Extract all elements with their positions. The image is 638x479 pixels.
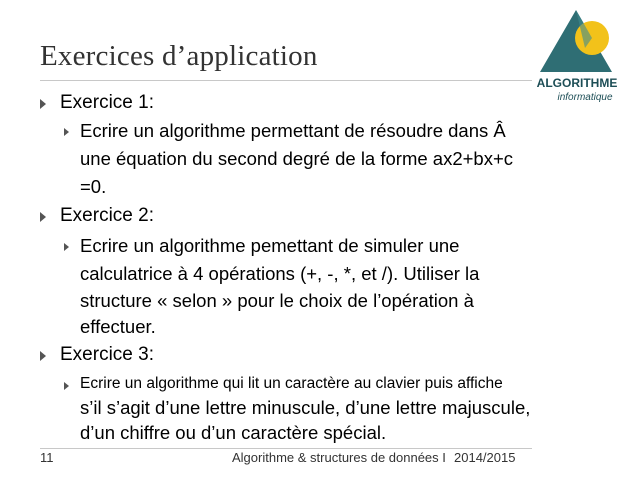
- bullet-arrow-icon: [40, 99, 46, 109]
- exercise-2-heading: Exercice 2:: [60, 205, 154, 226]
- slide-title: Exercices d’application: [40, 40, 318, 72]
- footer-page-number: 11: [40, 450, 54, 465]
- title-divider: [40, 80, 532, 81]
- bullet-arrow-icon: [40, 351, 46, 361]
- algorithme-logo: [530, 8, 624, 103]
- exercise-1-line-3: =0.: [80, 176, 107, 197]
- exercise-2-line-1: Ecrire un algorithme pemettant de simuler une: [80, 235, 460, 256]
- bullet-arrow-icon: [40, 212, 46, 222]
- exercise-3-heading: Exercice 3:: [60, 344, 154, 365]
- exercise-2-line-4: effectuer.: [80, 316, 156, 337]
- logo-sub: informatique: [557, 92, 613, 103]
- exercise-3-line-2: s’il s’agit d’une lettre minuscule, d’une lettre majuscule,: [80, 397, 531, 418]
- footer-year: 2014/2015: [454, 450, 516, 465]
- footer-divider: [40, 448, 532, 449]
- exercise-1-line-2: une équation du second degré de la forme ax2+bx+c: [80, 148, 514, 169]
- exercise-2-line-3: structure « selon » pour le choix de l’opération à: [80, 290, 474, 311]
- exercise-1-heading: Exercice 1:: [60, 92, 154, 113]
- footer-course: Algorithme & structures de données I: [232, 450, 446, 465]
- exercise-1-line-1: Ecrire un algorithme permettant de résoudre dans Â: [80, 120, 506, 141]
- exercise-3-line-1: Ecrire un algorithme qui lit un caractère au clavier puis affiche: [80, 375, 503, 392]
- sub-bullet-arrow-icon: [64, 128, 69, 136]
- logo-word: ALGORITHME: [536, 76, 618, 90]
- sub-bullet-arrow-icon: [64, 382, 69, 390]
- exercise-2-line-2: calculatrice à 4 opérations (+, -, *, et /). Utiliser la: [80, 263, 480, 284]
- exercise-3-line-3: d’un chiffre ou d’un caractère spécial.: [80, 422, 387, 443]
- sub-bullet-arrow-icon: [64, 243, 69, 251]
